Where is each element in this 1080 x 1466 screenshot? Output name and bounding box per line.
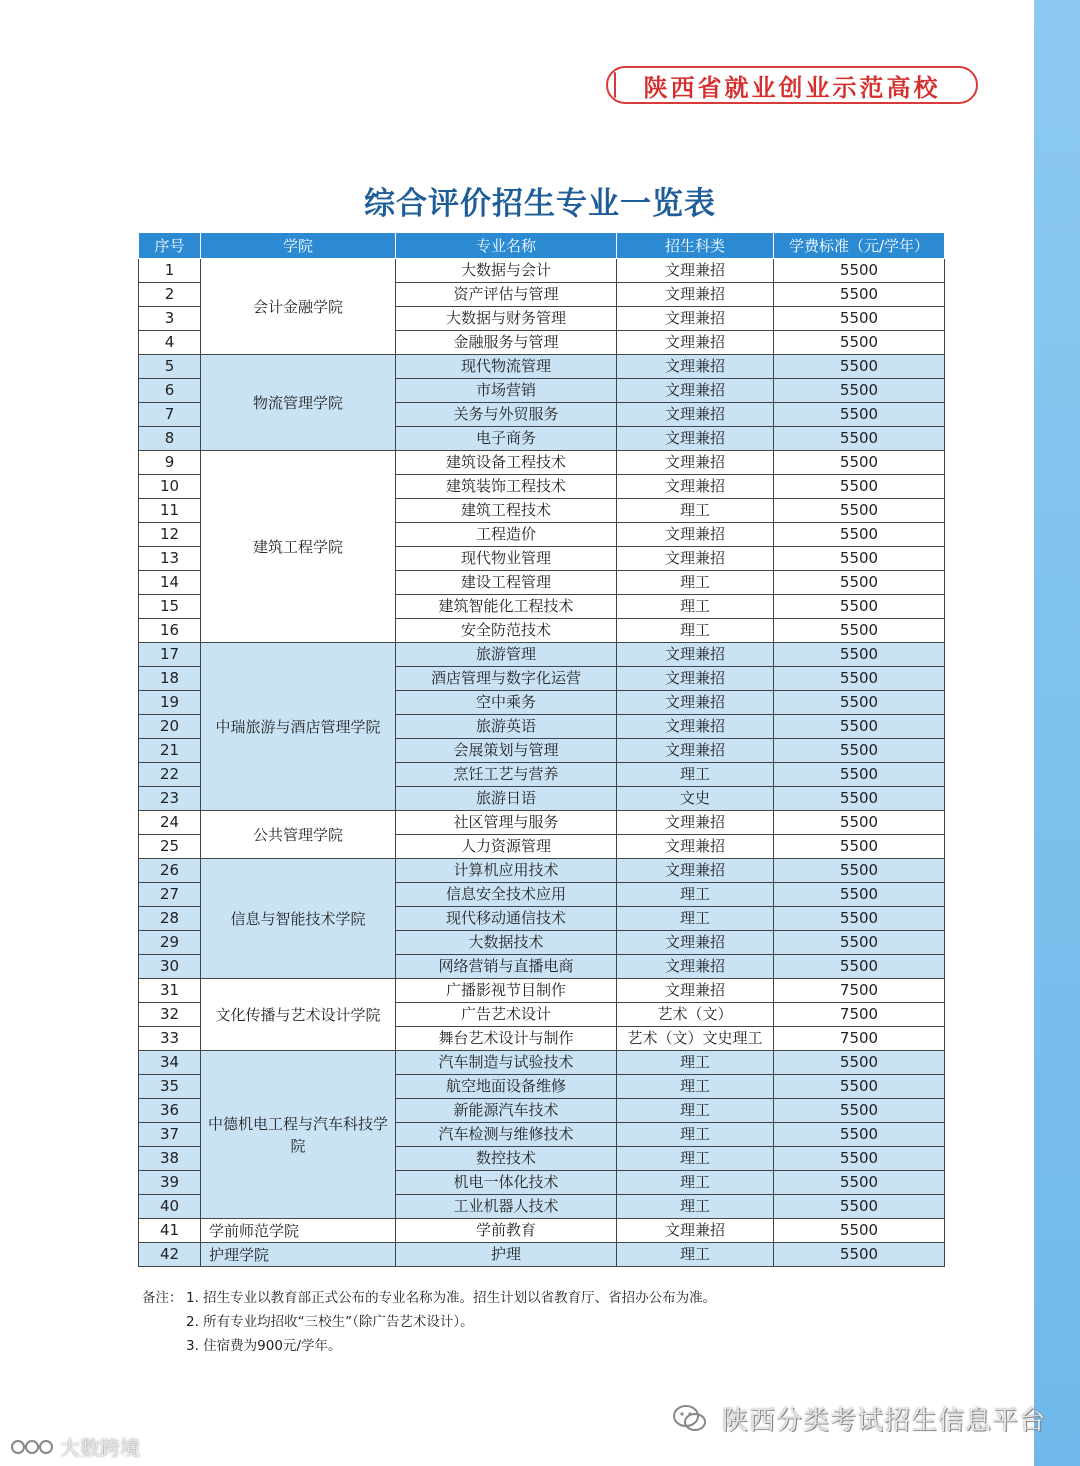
- cell-category: 理工: [617, 1051, 774, 1075]
- cell-category: 理工: [617, 499, 774, 523]
- cell-tuition: 5500: [774, 523, 945, 547]
- watermark-platform: [672, 1400, 1046, 1437]
- cell-major: 数控技术: [396, 1147, 617, 1171]
- cell-index: 12: [139, 523, 201, 547]
- cell-category: 理工: [617, 763, 774, 787]
- cell-index: 25: [139, 835, 201, 859]
- cell-tuition: 5500: [774, 1123, 945, 1147]
- cell-category: 文理兼招: [617, 859, 774, 883]
- cell-index: 35: [139, 1075, 201, 1099]
- school-badge: [606, 66, 978, 104]
- cell-major: 旅游管理: [396, 643, 617, 667]
- cell-category: 理工: [617, 907, 774, 931]
- cell-index: 26: [139, 859, 201, 883]
- cell-major: 建筑工程技术: [396, 499, 617, 523]
- cell-category: 艺术（文）文史理工: [617, 1027, 774, 1051]
- cell-index: 36: [139, 1099, 201, 1123]
- cell-major: 信息安全技术应用: [396, 883, 617, 907]
- cell-category: 文理兼招: [617, 955, 774, 979]
- cell-college: 物流管理学院: [201, 355, 396, 451]
- cell-category: 文理兼招: [617, 715, 774, 739]
- cell-category: 文理兼招: [617, 379, 774, 403]
- cell-college: 护理学院: [201, 1243, 396, 1267]
- cell-tuition: 5500: [774, 619, 945, 643]
- cell-category: 文理兼招: [617, 1219, 774, 1243]
- table-row: [139, 355, 945, 379]
- cell-category: 文理兼招: [617, 691, 774, 715]
- wechat-icon: [672, 1401, 708, 1437]
- table-row: [139, 859, 945, 883]
- cell-major: 资产评估与管理: [396, 283, 617, 307]
- cell-category: 理工: [617, 1147, 774, 1171]
- cell-category: 文理兼招: [617, 331, 774, 355]
- cell-index: 27: [139, 883, 201, 907]
- cell-major: 旅游日语: [396, 787, 617, 811]
- cell-category: 文理兼招: [617, 259, 774, 283]
- cell-college: 中德机电工程与汽车科技学院: [201, 1051, 396, 1219]
- cell-index: 24: [139, 811, 201, 835]
- cell-index: 8: [139, 427, 201, 451]
- cell-index: 23: [139, 787, 201, 811]
- cell-category: 文理兼招: [617, 811, 774, 835]
- cell-tuition: 5500: [774, 451, 945, 475]
- cell-category: 艺术（文）: [617, 1003, 774, 1027]
- cell-major: 航空地面设备维修: [396, 1075, 617, 1099]
- cell-index: 33: [139, 1027, 201, 1051]
- cell-index: 10: [139, 475, 201, 499]
- cell-category: 文理兼招: [617, 739, 774, 763]
- cell-tuition: 5500: [774, 499, 945, 523]
- cell-index: 18: [139, 667, 201, 691]
- logo-icon: [10, 1435, 56, 1459]
- cell-category: 理工: [617, 595, 774, 619]
- cell-index: 6: [139, 379, 201, 403]
- cell-index: 37: [139, 1123, 201, 1147]
- cell-category: 文理兼招: [617, 451, 774, 475]
- cell-major: 大数据与财务管理: [396, 307, 617, 331]
- cell-tuition: 5500: [774, 883, 945, 907]
- table-row: [139, 643, 945, 667]
- header-category: 招生科类: [617, 233, 774, 259]
- header-index: 序号: [139, 233, 201, 259]
- notes-lead: 备注：: [142, 1290, 183, 1306]
- cell-tuition: 5500: [774, 787, 945, 811]
- watermark-brand: [10, 1432, 140, 1461]
- cell-major: 安全防范技术: [396, 619, 617, 643]
- table-row: [139, 811, 945, 835]
- cell-major: 计算机应用技术: [396, 859, 617, 883]
- page-title: 综合评价招生专业一览表: [364, 186, 716, 222]
- cell-major: 现代物流管理: [396, 355, 617, 379]
- cell-college: 学前师范学院: [201, 1219, 396, 1243]
- cell-major: 旅游英语: [396, 715, 617, 739]
- cell-major: 建筑装饰工程技术: [396, 475, 617, 499]
- cell-tuition: 5500: [774, 907, 945, 931]
- cell-tuition: 5500: [774, 547, 945, 571]
- cell-major: 建设工程管理: [396, 571, 617, 595]
- cell-index: 19: [139, 691, 201, 715]
- cell-index: 39: [139, 1171, 201, 1195]
- table-body: [139, 259, 945, 1267]
- cell-index: 15: [139, 595, 201, 619]
- cell-tuition: 5500: [774, 403, 945, 427]
- cell-index: 32: [139, 1003, 201, 1027]
- notes: [142, 1286, 716, 1358]
- cell-index: 4: [139, 331, 201, 355]
- cell-category: 文理兼招: [617, 547, 774, 571]
- cell-category: 文理兼招: [617, 643, 774, 667]
- cell-tuition: 5500: [774, 259, 945, 283]
- table-row: [139, 451, 945, 475]
- cell-major: 大数据与会计: [396, 259, 617, 283]
- cell-category: 文理兼招: [617, 475, 774, 499]
- table-row: [139, 259, 945, 283]
- cell-index: 29: [139, 931, 201, 955]
- cell-major: 工业机器人技术: [396, 1195, 617, 1219]
- cell-tuition: 5500: [774, 811, 945, 835]
- cell-tuition: 5500: [774, 667, 945, 691]
- cell-index: 17: [139, 643, 201, 667]
- cell-category: 理工: [617, 1243, 774, 1267]
- cell-tuition: 5500: [774, 1219, 945, 1243]
- cell-major: 新能源汽车技术: [396, 1099, 617, 1123]
- cell-tuition: 7500: [774, 1027, 945, 1051]
- cell-tuition: 5500: [774, 1051, 945, 1075]
- cell-major: 酒店管理与数字化运营: [396, 667, 617, 691]
- cell-major: 烹饪工艺与营养: [396, 763, 617, 787]
- cell-major: 建筑设备工程技术: [396, 451, 617, 475]
- cell-index: 30: [139, 955, 201, 979]
- cell-index: 3: [139, 307, 201, 331]
- cell-major: 汽车制造与试验技术: [396, 1051, 617, 1075]
- cell-tuition: 5500: [774, 1099, 945, 1123]
- cell-tuition: 5500: [774, 763, 945, 787]
- cell-college: 信息与智能技术学院: [201, 859, 396, 979]
- cell-major: 市场营销: [396, 379, 617, 403]
- cell-tuition: 5500: [774, 1171, 945, 1195]
- cell-tuition: 5500: [774, 571, 945, 595]
- table-row: [139, 1243, 945, 1267]
- cell-index: 14: [139, 571, 201, 595]
- cell-major: 空中乘务: [396, 691, 617, 715]
- cell-index: 5: [139, 355, 201, 379]
- cell-major: 广播影视节目制作: [396, 979, 617, 1003]
- cell-college: 建筑工程学院: [201, 451, 396, 643]
- cell-category: 文理兼招: [617, 835, 774, 859]
- table-row: [139, 1051, 945, 1075]
- cell-tuition: 5500: [774, 283, 945, 307]
- cell-major: 现代物业管理: [396, 547, 617, 571]
- cell-major: 社区管理与服务: [396, 811, 617, 835]
- cell-major: 舞台艺术设计与制作: [396, 1027, 617, 1051]
- cell-index: 40: [139, 1195, 201, 1219]
- cell-major: 广告艺术设计: [396, 1003, 617, 1027]
- cell-major: 会展策划与管理: [396, 739, 617, 763]
- cell-category: 文史: [617, 787, 774, 811]
- cell-tuition: 5500: [774, 427, 945, 451]
- badge-text: 陕西省就业创业示范高校: [643, 73, 941, 102]
- note-item: 3. 住宿费为900元/学年。: [186, 1338, 342, 1354]
- cell-index: 42: [139, 1243, 201, 1267]
- cell-tuition: 5500: [774, 1243, 945, 1267]
- cell-category: 文理兼招: [617, 931, 774, 955]
- header-college: 学院: [201, 233, 396, 259]
- cell-category: 理工: [617, 1123, 774, 1147]
- cell-major: 金融服务与管理: [396, 331, 617, 355]
- cell-tuition: 5500: [774, 835, 945, 859]
- cell-college: 中瑞旅游与酒店管理学院: [201, 643, 396, 811]
- cell-tuition: 5500: [774, 691, 945, 715]
- cell-category: 理工: [617, 1099, 774, 1123]
- cell-category: 理工: [617, 1171, 774, 1195]
- cell-major: 汽车检测与维修技术: [396, 1123, 617, 1147]
- cell-category: 文理兼招: [617, 523, 774, 547]
- cell-index: 16: [139, 619, 201, 643]
- cell-category: 文理兼招: [617, 667, 774, 691]
- table-row: [139, 979, 945, 1003]
- cell-tuition: 5500: [774, 379, 945, 403]
- cell-category: 文理兼招: [617, 427, 774, 451]
- cell-category: 文理兼招: [617, 403, 774, 427]
- cell-major: 工程造价: [396, 523, 617, 547]
- cell-major: 护理: [396, 1243, 617, 1267]
- cell-tuition: 5500: [774, 739, 945, 763]
- cell-major: 建筑智能化工程技术: [396, 595, 617, 619]
- cell-category: 文理兼招: [617, 307, 774, 331]
- cell-category: 理工: [617, 1195, 774, 1219]
- cell-category: 文理兼招: [617, 979, 774, 1003]
- cell-index: 21: [139, 739, 201, 763]
- cell-tuition: 5500: [774, 1195, 945, 1219]
- cell-college: 文化传播与艺术设计学院: [201, 979, 396, 1051]
- cell-index: 41: [139, 1219, 201, 1243]
- cell-tuition: 5500: [774, 1075, 945, 1099]
- cell-category: 理工: [617, 571, 774, 595]
- cell-tuition: 5500: [774, 1147, 945, 1171]
- cell-tuition: 5500: [774, 331, 945, 355]
- cell-index: 22: [139, 763, 201, 787]
- cell-index: 1: [139, 259, 201, 283]
- cell-index: 31: [139, 979, 201, 1003]
- note-item: 2. 所有专业均招收“三校生”（除广告艺术设计）。: [186, 1314, 474, 1330]
- watermark-platform-text: 陕西分类考试招生信息平台: [722, 1406, 1047, 1436]
- cell-tuition: 5500: [774, 643, 945, 667]
- note-item: 1. 招生专业以教育部正式公布的专业名称为准。招生计划以省教育厅、省招办公布为准。: [186, 1290, 717, 1306]
- cell-major: 电子商务: [396, 427, 617, 451]
- cell-major: 人力资源管理: [396, 835, 617, 859]
- majors-table: [138, 232, 945, 1267]
- cell-college: 公共管理学院: [201, 811, 396, 859]
- cell-index: 28: [139, 907, 201, 931]
- cell-index: 11: [139, 499, 201, 523]
- cell-tuition: 5500: [774, 595, 945, 619]
- table-row: [139, 1219, 945, 1243]
- cell-tuition: 5500: [774, 307, 945, 331]
- cell-tuition: 7500: [774, 1003, 945, 1027]
- cell-college: 会计金融学院: [201, 259, 396, 355]
- cell-category: 理工: [617, 883, 774, 907]
- cell-major: 机电一体化技术: [396, 1171, 617, 1195]
- cell-index: 38: [139, 1147, 201, 1171]
- cell-index: 34: [139, 1051, 201, 1075]
- cell-major: 网络营销与直播电商: [396, 955, 617, 979]
- cell-tuition: 5500: [774, 859, 945, 883]
- cell-tuition: 5500: [774, 355, 945, 379]
- cell-tuition: 5500: [774, 955, 945, 979]
- cell-tuition: 7500: [774, 979, 945, 1003]
- cell-index: 2: [139, 283, 201, 307]
- header-tuition: 学费标准（元/学年）: [774, 233, 945, 259]
- header-major: 专业名称: [396, 233, 617, 259]
- cell-tuition: 5500: [774, 475, 945, 499]
- cell-index: 20: [139, 715, 201, 739]
- cell-category: 理工: [617, 619, 774, 643]
- cell-major: 关务与外贸服务: [396, 403, 617, 427]
- cell-category: 文理兼招: [617, 283, 774, 307]
- cell-tuition: 5500: [774, 931, 945, 955]
- watermark-brand-text: 大数跨境: [60, 1436, 140, 1460]
- table-header-row: [139, 233, 945, 259]
- cell-tuition: 5500: [774, 715, 945, 739]
- cell-major: 现代移动通信技术: [396, 907, 617, 931]
- cell-category: 理工: [617, 1075, 774, 1099]
- cell-index: 7: [139, 403, 201, 427]
- cell-category: 文理兼招: [617, 355, 774, 379]
- cell-index: 13: [139, 547, 201, 571]
- cell-major: 学前教育: [396, 1219, 617, 1243]
- cell-major: 大数据技术: [396, 931, 617, 955]
- cell-index: 9: [139, 451, 201, 475]
